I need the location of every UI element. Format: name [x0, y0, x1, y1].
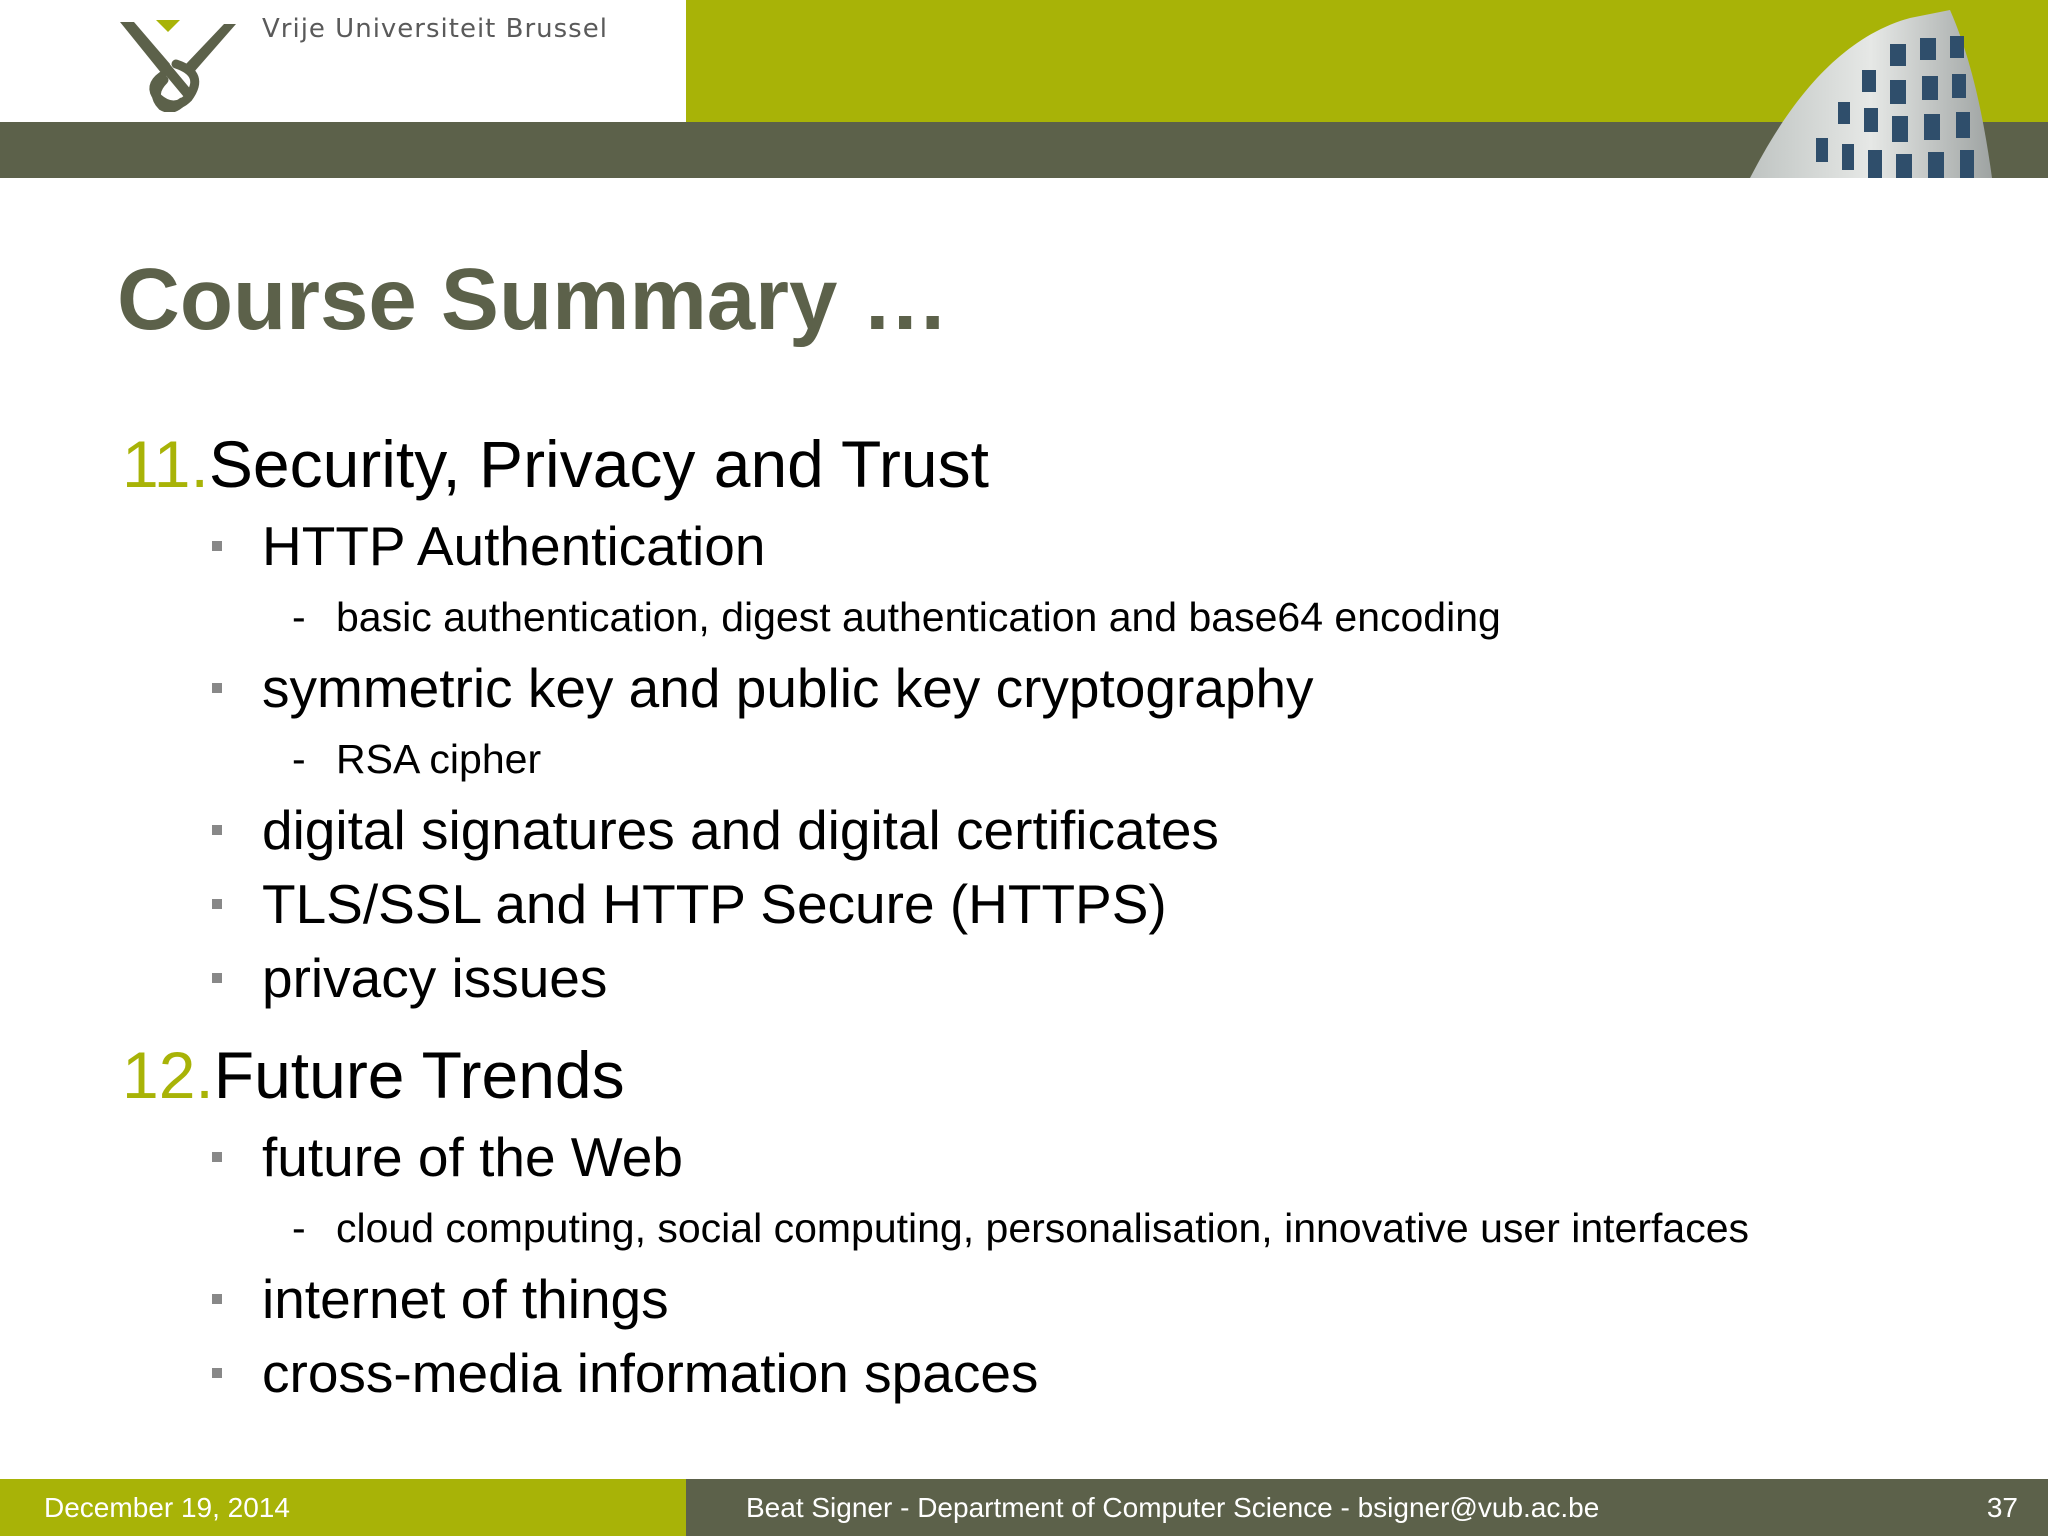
list-item-text: cross-media information spaces — [262, 1342, 1039, 1404]
square-bullet-icon — [212, 1368, 222, 1378]
square-bullet-icon — [212, 1152, 222, 1162]
dash-bullet: - — [292, 736, 306, 782]
dash-bullet: - — [292, 594, 306, 640]
list-item — [212, 1267, 669, 1331]
footer-date: December 19, 2014 — [44, 1492, 290, 1523]
square-bullet-icon — [212, 899, 222, 909]
university-name: Vrije Universiteit Brussel — [262, 14, 608, 44]
list-item — [212, 798, 1219, 862]
list-item — [212, 1125, 683, 1189]
square-bullet-icon — [212, 683, 222, 693]
footer-author: Beat Signer - Department of Computer Science - bsigner@vub.ac.be — [746, 1492, 1600, 1523]
square-bullet-icon — [212, 541, 222, 551]
section-title: Security, Privacy and Trust — [208, 427, 989, 501]
list-item-text: privacy issues — [262, 947, 608, 1009]
section-number: 11. — [122, 427, 209, 501]
square-bullet-icon — [212, 973, 222, 983]
list-item — [212, 1341, 1038, 1405]
slide-title: Course Summary … — [117, 251, 949, 348]
list-item-text: internet of things — [262, 1268, 669, 1330]
section-heading — [122, 426, 989, 502]
sub-list-item-text: RSA cipher — [336, 736, 542, 782]
page-number: 37 — [1986, 1492, 2018, 1523]
sub-list-item — [292, 734, 541, 784]
sub-list-item — [292, 592, 1501, 642]
square-bullet-icon — [212, 825, 222, 835]
list-item-text: HTTP Authentication — [262, 515, 766, 577]
list-item — [212, 514, 765, 578]
sub-list-item — [292, 1203, 1749, 1253]
section-heading — [122, 1037, 625, 1113]
list-item — [212, 656, 1314, 720]
section-number: 12. — [122, 1038, 214, 1112]
sub-list-item-text: cloud computing, social computing, personalisation, innovative user interfaces — [336, 1205, 1749, 1251]
list-item-text: future of the Web — [262, 1126, 683, 1188]
square-bullet-icon — [212, 1294, 222, 1304]
vub-logo-icon — [118, 18, 236, 112]
list-item — [212, 872, 1167, 936]
dash-bullet: - — [292, 1205, 306, 1251]
section-title: Future Trends — [213, 1038, 625, 1112]
list-item — [212, 946, 607, 1010]
sub-list-item-text: basic authentication, digest authentication and base64 encoding — [336, 594, 1501, 640]
list-item-text: digital signatures and digital certificates — [262, 799, 1219, 861]
building-photo-icon — [1740, 0, 2000, 178]
list-item-text: symmetric key and public key cryptography — [262, 657, 1314, 719]
list-item-text: TLS/SSL and HTTP Secure (HTTPS) — [262, 873, 1167, 935]
